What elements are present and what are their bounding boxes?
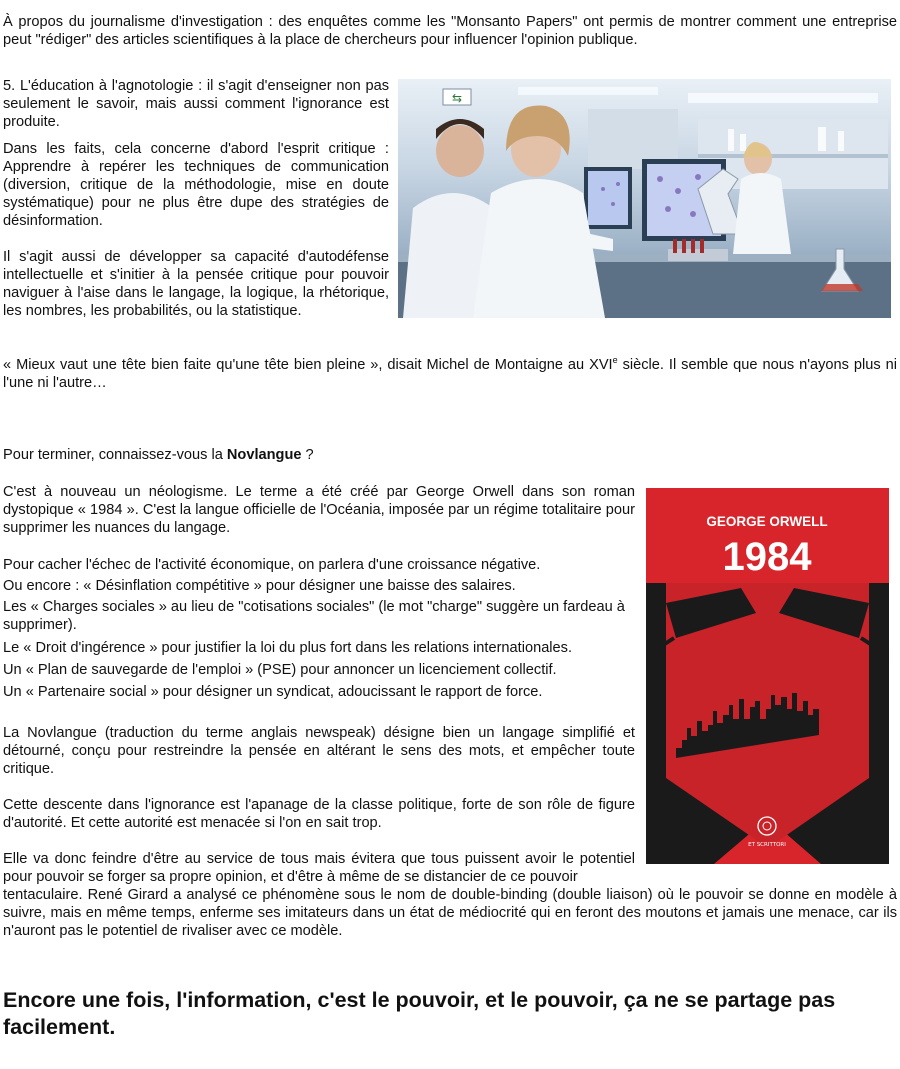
montaigne-quote <box>3 356 897 392</box>
book-title: 1984 <box>722 535 812 579</box>
novlangue-term: Novlangue <box>226 447 302 463</box>
novlangue-example-2: Ou encore : « Désinflation compétitive » pour désigner une baisse des salaires. <box>3 578 516 594</box>
exit-sign: ⇆ <box>451 91 463 105</box>
quote-superscript: e <box>612 355 618 366</box>
novlangue-paragraph-2: La Novlangue (traduction du terme anglais newspeak) désigne bien un langage simplifié et détourné, conçu pour restreindre la pensée en altérant le sens des mots, et empêcher toute critique. <box>3 725 635 777</box>
laboratory-photo <box>398 79 891 318</box>
agnotology-paragraph-2: Dans les faits, cela concerne d'abord l'esprit critique : Apprendre à repérer les techniques de communication (diversion, critique de la méthodologie, mise en doute systématique) pour ne plus être dupe des stratégies de désinformation. <box>3 141 389 229</box>
novlangue-paragraph-4-start: Elle va donc feindre d'être au service de tous mais évitera que tous puissent avoir le potentiel pour pouvoir se forger sa propre opinion, et d'être à même de se distancier de ce pouvoir <box>3 851 635 885</box>
intro-paragraph: À propos du journalisme d'investigation : des enquêtes comme les "Monsanto Papers" ont permis de montrer comment une entreprise peut "rédiger" des articles scientifiques à la place de chercheurs pour influencer l'opinion publique. <box>3 14 897 48</box>
book-publisher: ET SCRITTORI <box>748 842 786 848</box>
novlangue-question <box>3 446 897 464</box>
novlangue-question-end: ? <box>301 447 314 463</box>
quote-text-start: « Mieux vaut une tête bien faite qu'une tête bien pleine », disait Michel de Montaigne au XVI <box>3 357 613 373</box>
agnotology-paragraph-1: 5. L'éducation à l'agnotologie : il s'agit d'enseigner non pas seulement le savoir, mais aussi comment l'ignorance est produite. <box>3 78 389 130</box>
novlangue-question-start: Pour terminer, connaissez-vous la <box>3 447 227 463</box>
novlangue-example-3: Les « Charges sociales » au lieu de "cotisations sociales" (le mot "charge" suggère un fardeau à supprimer). <box>3 599 625 633</box>
novlangue-example-4: Le « Droit d'ingérence » pour justifier la loi du plus fort dans les relations internationales. <box>3 640 573 656</box>
novlangue-paragraph-1: C'est à nouveau un néologisme. Le terme a été créé par George Orwell dans son roman dystopique « 1984 ». C'est la langue officielle de l'Océania, imposée par un régime totalitaire pour supprimer les nuances du langage. <box>3 484 635 536</box>
novlangue-example-1: Pour cacher l'échec de l'activité économique, on parlera d'une croissance négative. <box>3 557 541 573</box>
quote-text-end: siècle. Il semble que nous n'ayons plus ni l'une ni l'autre… <box>3 357 897 391</box>
novlangue-example-6: Un « Partenaire social » pour désigner un syndicat, adoucissant le rapport de force. <box>3 684 543 700</box>
novlangue-paragraph-4-end: tentaculaire. René Girard a analysé ce phénomène sous le nom de double-binding (double liaison) où le pouvoir se donne en modèle à suivre, mais en même temps, enferme ses imitateurs dans un état de médiocrité qui en feront des moutons et jamais une menace, car ils n'auront pas le potentiel de rivaliser avec ce modèle. <box>3 887 897 939</box>
novlangue-paragraph-3: Cette descente dans l'ignorance est l'apanage de la classe politique, forte de son rôle de figure d'autorité. Et cette autorité est menacée si l'on en sait trop. <box>3 797 635 831</box>
novlangue-example-5: Un « Plan de sauvegarde de l'emploi » (PSE) pour annoncer un licenciement collectif. <box>3 662 557 678</box>
book-author: GEORGE ORWELL <box>706 514 828 529</box>
book-cover-1984 <box>646 488 889 864</box>
agnotology-paragraph-3: Il s'agit aussi de développer sa capacité d'autodéfense intellectuelle et s'initier à la pensée critique pour pouvoir naviguer à l'aise dans le langage, la logique, la rhétorique, les nombres, les probabilités, ou la statistique. <box>3 249 389 319</box>
conclusion-heading: Encore une fois, l'information, c'est le pouvoir, et le pouvoir, ça ne se partage pas facilement. <box>3 988 836 1039</box>
